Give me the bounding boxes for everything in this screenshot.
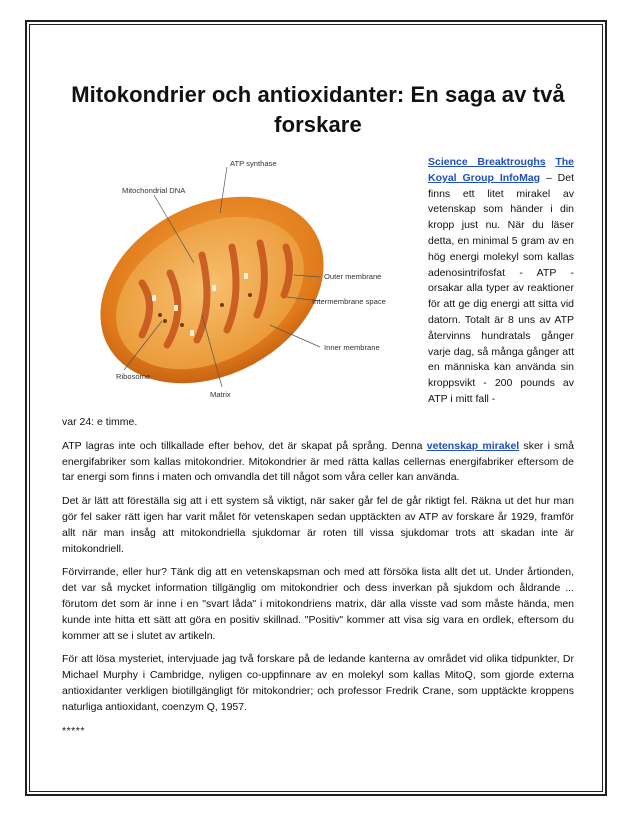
section-separator: ***** xyxy=(62,724,85,737)
mitochondrion-diagram xyxy=(62,155,412,405)
intro-continuation: var 24: e timme. xyxy=(62,416,138,428)
article-body xyxy=(62,415,574,739)
label-atp-synthase: ATP synthase xyxy=(230,159,277,168)
paragraph-1 xyxy=(62,439,574,486)
paragraph-1-end: sker i små energifabriker som kallas mitokondrier. Mitokondrier är med rätta kallas cellernas energifabriker eftersom de tar energi som finns i maten och omvandla det till något som våra celler kan använda. xyxy=(62,439,574,484)
intro-body: – Det finns ett litet mirakel av vetenskap som händer i din kropp just nu. När du läser detta, en minimal 5 gram av en hög energi molekyl som kallas adenosintrifosfat - ATP - orsakar alla typer av reaktioner för att ge dig energi att sitta vid datorn. Totalt är 8 uns av ATP återvinns hundratals gånger varje dag, så många gånger att en människa kan använda sin kroppsvikt - 200 pounds av ATP i mitt fall - xyxy=(428,171,574,405)
label-mitochondrial-dna: Mitochondrial DNA xyxy=(122,186,186,195)
paragraph-4: För att lösa mysteriet, intervjuade jag två forskare på de ledande kanterna av området vid olika tidpunkter, Dr Michael Murphy i Cambridge, nyligen co-uppfinnare av en molekyl som kallas MitoQ, som gjorde externa antioxidanter verkligen biotillgängligt för mitokondrier; och professor Fredrik Crane, som upptäckte kroppens naturliga antioxidant, coenzym Q, 1957. xyxy=(62,653,574,713)
link-koyal-group[interactable]: The Koyal Group InfoMag xyxy=(428,156,574,184)
label-outer-membrane: Outer membrane xyxy=(324,272,382,281)
paragraph-3: Förvirrande, eller hur? Tänk dig att en vetenskapsman och med att försöka lista allt det ut. Under årtionden, det var så mycket information tillgänglig om mitokondrier och dess inverkan på sjukdom och åldrande ... förutom det som är inne i en "svart låda" i mitokondriens matrix, där alla visste vad som måste hända, men kunde inte hitta ett sätt att göra en positiv skillnad. "Positiv" kommer att visa sig vara en ordlek, eftersom du kommer att se i slutet av artikeln. xyxy=(62,566,574,642)
intro-section xyxy=(62,155,574,415)
paragraph-1-start: ATP lagras inte och tillkallade efter behov, det är skapat på språng. Denna xyxy=(62,439,427,452)
intro-text xyxy=(428,155,574,408)
article xyxy=(62,80,574,747)
label-ribosome: Ribosome xyxy=(116,372,151,381)
label-matrix: Matrix xyxy=(210,390,231,399)
label-inner-membrane: Inner membrane xyxy=(324,343,380,352)
paragraph-2: Det är lätt att föreställa sig att i ett system så viktigt, när saker går fel de går riktigt fel. Räkna ut det hur man gör fel saker rätt igen har varit målet för vetenskapen sedan upptäckten av ATP av forskare år 1929, framför allt när man insåg att mitokondriella sjukdomar är roten till vissa sjukdomar trots att skadan inte är mitokondriell. xyxy=(62,495,574,555)
link-vetenskap-mirakel[interactable]: vetenskap mirakel xyxy=(426,439,520,452)
link-science-breaktroughs[interactable]: Science Breaktroughs xyxy=(428,156,546,168)
label-intermembrane-space: Intermembrane space xyxy=(312,297,386,306)
page-title: Mitokondrier och antioxidanter: En saga av två forskare xyxy=(71,82,565,137)
